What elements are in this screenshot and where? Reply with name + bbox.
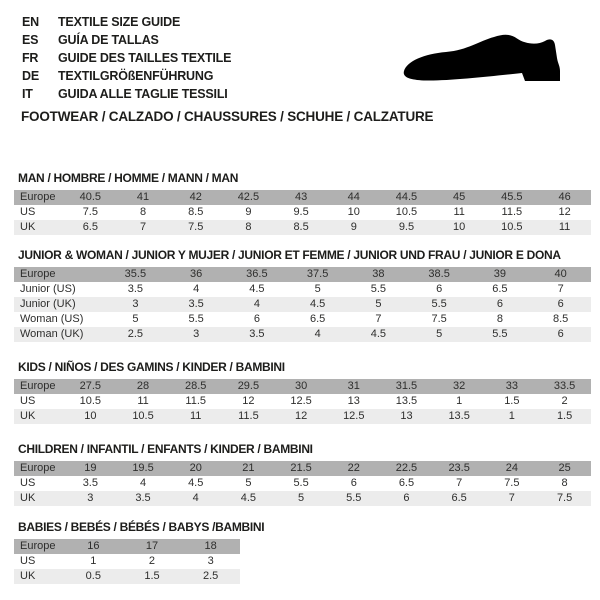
size-value: 7.5 <box>169 220 222 235</box>
size-section-junior-woman <box>14 248 591 342</box>
section-title: CHILDREN / INFANTIL / ENFANTS / KINDER / BAMBINI <box>18 442 313 456</box>
size-table-babies <box>14 539 240 584</box>
size-value: 1 <box>433 394 486 409</box>
size-value: 6.5 <box>64 220 117 235</box>
size-value: 3.5 <box>64 476 117 491</box>
size-value: 33 <box>486 379 539 394</box>
size-value: 10 <box>327 205 380 220</box>
size-value: 33.5 <box>538 379 591 394</box>
size-value: 20 <box>169 461 222 476</box>
table-row <box>14 461 591 476</box>
size-value: 10.5 <box>380 205 433 220</box>
language-label: GUIDA ALLE TAGLIE TESSILI <box>58 87 228 101</box>
size-value: 4.5 <box>227 282 288 297</box>
row-label: US <box>14 394 64 409</box>
size-value: 23.5 <box>433 461 486 476</box>
size-value: 22 <box>327 461 380 476</box>
dress-shoe-icon <box>394 28 574 96</box>
size-value: 22.5 <box>380 461 433 476</box>
language-row <box>22 31 231 49</box>
size-value: 5.5 <box>275 476 328 491</box>
size-value: 10.5 <box>117 409 170 424</box>
size-table-children <box>14 461 591 506</box>
size-value: 4 <box>287 327 348 342</box>
size-value: 39 <box>470 267 531 282</box>
size-value: 2.5 <box>181 569 240 584</box>
language-code: EN <box>22 15 39 29</box>
size-value: 11.5 <box>486 205 539 220</box>
section-title: KIDS / NIÑOS / DES GAMINS / KINDER / BAMBINI <box>18 360 285 374</box>
table-row <box>14 539 240 554</box>
size-value: 5.5 <box>166 312 227 327</box>
size-value: 12 <box>222 394 275 409</box>
size-value: 6 <box>409 282 470 297</box>
size-value: 37.5 <box>287 267 348 282</box>
language-code: IT <box>22 87 33 101</box>
row-label: UK <box>14 409 64 424</box>
language-row <box>22 13 231 31</box>
size-value: 3 <box>105 297 166 312</box>
size-value: 3 <box>181 554 240 569</box>
language-label: GUÍA DE TALLAS <box>58 33 159 47</box>
size-value: 5.5 <box>409 297 470 312</box>
size-value: 5.5 <box>470 327 531 342</box>
size-value: 44 <box>327 190 380 205</box>
size-value: 9 <box>222 205 275 220</box>
size-value: 43 <box>275 190 328 205</box>
size-value: 21 <box>222 461 275 476</box>
row-label: Woman (UK) <box>14 327 105 342</box>
size-value: 40 <box>530 267 591 282</box>
row-label: UK <box>14 491 64 506</box>
size-value: 7 <box>530 282 591 297</box>
size-value: 18 <box>181 539 240 554</box>
size-value: 31 <box>327 379 380 394</box>
size-value: 0.5 <box>64 569 123 584</box>
language-code: DE <box>22 69 39 83</box>
language-row <box>22 49 231 67</box>
size-value: 44.5 <box>380 190 433 205</box>
size-value: 8 <box>538 476 591 491</box>
size-value: 35.5 <box>105 267 166 282</box>
table-row <box>14 190 591 205</box>
size-value: 7 <box>117 220 170 235</box>
table-row <box>14 379 591 394</box>
size-value: 16 <box>64 539 123 554</box>
size-value: 1.5 <box>123 569 182 584</box>
size-value: 4.5 <box>348 327 409 342</box>
size-value: 36.5 <box>227 267 288 282</box>
size-value: 13 <box>327 394 380 409</box>
size-value: 1 <box>64 554 123 569</box>
size-value: 10.5 <box>486 220 539 235</box>
size-value: 4 <box>166 282 227 297</box>
size-value: 10 <box>64 409 117 424</box>
size-value: 7.5 <box>64 205 117 220</box>
size-value: 7 <box>348 312 409 327</box>
size-value: 12.5 <box>327 409 380 424</box>
size-value: 6.5 <box>470 282 531 297</box>
size-value: 5 <box>409 327 470 342</box>
size-value: 12.5 <box>275 394 328 409</box>
size-value: 28.5 <box>169 379 222 394</box>
table-row <box>14 491 591 506</box>
size-table-man <box>14 190 591 235</box>
size-value: 1.5 <box>486 394 539 409</box>
size-value: 10 <box>433 220 486 235</box>
size-tables <box>14 166 591 584</box>
size-value: 6 <box>530 297 591 312</box>
row-label: US <box>14 554 64 569</box>
size-section-babies <box>14 520 591 584</box>
size-value: 2.5 <box>105 327 166 342</box>
table-row <box>14 394 591 409</box>
size-value: 40.5 <box>64 190 117 205</box>
size-value: 31.5 <box>380 379 433 394</box>
size-value: 7.5 <box>538 491 591 506</box>
table-row <box>14 312 591 327</box>
size-value: 3.5 <box>166 297 227 312</box>
row-label: US <box>14 205 64 220</box>
row-label: Europe <box>14 190 64 205</box>
row-label: Junior (US) <box>14 282 105 297</box>
table-row <box>14 476 591 491</box>
size-value: 3.5 <box>105 282 166 297</box>
size-value: 4 <box>117 476 170 491</box>
row-label: Europe <box>14 379 64 394</box>
table-row <box>14 205 591 220</box>
size-value: 6 <box>327 476 380 491</box>
row-label: UK <box>14 569 64 584</box>
size-value: 8 <box>222 220 275 235</box>
size-value: 5 <box>275 491 328 506</box>
size-value: 1.5 <box>538 409 591 424</box>
size-value: 6.5 <box>433 491 486 506</box>
size-value: 38.5 <box>409 267 470 282</box>
size-section-kids <box>14 360 591 424</box>
size-value: 17 <box>123 539 182 554</box>
size-value: 9 <box>327 220 380 235</box>
table-row <box>14 327 591 342</box>
size-value: 6.5 <box>287 312 348 327</box>
size-value: 41 <box>117 190 170 205</box>
row-label: US <box>14 476 64 491</box>
table-row <box>14 267 591 282</box>
table-row <box>14 297 591 312</box>
section-title: BABIES / BEBÉS / BÉBÉS / BABYS /BAMBINI <box>18 520 265 534</box>
size-value: 3.5 <box>117 491 170 506</box>
size-value: 5.5 <box>348 282 409 297</box>
size-value: 7 <box>433 476 486 491</box>
size-value: 6 <box>227 312 288 327</box>
size-value: 5 <box>287 282 348 297</box>
size-value: 7.5 <box>409 312 470 327</box>
size-value: 45 <box>433 190 486 205</box>
size-value: 5 <box>222 476 275 491</box>
size-section-children <box>14 442 591 506</box>
language-list <box>22 13 231 103</box>
language-code: FR <box>22 51 39 65</box>
size-value: 8.5 <box>530 312 591 327</box>
size-value: 6 <box>530 327 591 342</box>
size-value: 30 <box>275 379 328 394</box>
size-section-man <box>14 171 591 235</box>
size-value: 1 <box>486 409 539 424</box>
size-value: 8 <box>117 205 170 220</box>
language-label: TEXTILGRÖßENFÜHRUNG <box>58 69 214 83</box>
category-title: FOOTWEAR / CALZADO / CHAUSSURES / SCHUHE / CALZATURE <box>21 109 434 124</box>
size-value: 11.5 <box>169 394 222 409</box>
size-value: 11 <box>169 409 222 424</box>
size-value: 9.5 <box>380 220 433 235</box>
table-row <box>14 554 240 569</box>
size-value: 8.5 <box>169 205 222 220</box>
size-value: 4 <box>227 297 288 312</box>
size-value: 19.5 <box>117 461 170 476</box>
table-row <box>14 282 591 297</box>
size-value: 2 <box>123 554 182 569</box>
language-row <box>22 67 231 85</box>
size-value: 13 <box>380 409 433 424</box>
size-value: 11 <box>433 205 486 220</box>
size-value: 8.5 <box>275 220 328 235</box>
size-value: 11 <box>117 394 170 409</box>
row-label: Europe <box>14 539 64 554</box>
language-label: GUIDE DES TAILLES TEXTILE <box>58 51 232 65</box>
section-title: JUNIOR & WOMAN / JUNIOR Y MUJER / JUNIOR ET FEMME / JUNIOR UND FRAU / JUNIOR E DONA <box>18 248 561 262</box>
size-value: 12 <box>538 205 591 220</box>
size-value: 19 <box>64 461 117 476</box>
table-row <box>14 569 240 584</box>
size-value: 5 <box>105 312 166 327</box>
size-value: 6 <box>470 297 531 312</box>
language-row <box>22 85 231 103</box>
size-value: 4.5 <box>222 491 275 506</box>
size-value: 25 <box>538 461 591 476</box>
size-value: 9.5 <box>275 205 328 220</box>
size-value: 12 <box>275 409 328 424</box>
row-label: Woman (US) <box>14 312 105 327</box>
language-code: ES <box>22 33 39 47</box>
size-value: 13.5 <box>380 394 433 409</box>
size-value: 36 <box>166 267 227 282</box>
size-value: 28 <box>117 379 170 394</box>
size-value: 6 <box>380 491 433 506</box>
size-value: 7.5 <box>486 476 539 491</box>
size-value: 46 <box>538 190 591 205</box>
size-value: 42.5 <box>222 190 275 205</box>
size-value: 21.5 <box>275 461 328 476</box>
size-value: 3.5 <box>227 327 288 342</box>
size-value: 4.5 <box>287 297 348 312</box>
size-value: 24 <box>486 461 539 476</box>
size-value: 4.5 <box>169 476 222 491</box>
size-value: 11.5 <box>222 409 275 424</box>
size-value: 27.5 <box>64 379 117 394</box>
size-value: 3 <box>64 491 117 506</box>
size-value: 45.5 <box>486 190 539 205</box>
size-value: 3 <box>166 327 227 342</box>
row-label: Europe <box>14 267 105 282</box>
size-value: 29.5 <box>222 379 275 394</box>
language-label: TEXTILE SIZE GUIDE <box>58 15 181 29</box>
size-value: 38 <box>348 267 409 282</box>
table-row <box>14 409 591 424</box>
size-value: 4 <box>169 491 222 506</box>
size-value: 7 <box>486 491 539 506</box>
size-value: 5 <box>348 297 409 312</box>
size-value: 42 <box>169 190 222 205</box>
size-value: 6.5 <box>380 476 433 491</box>
size-value: 32 <box>433 379 486 394</box>
size-table-junior-woman <box>14 267 591 342</box>
section-title: MAN / HOMBRE / HOMME / MANN / MAN <box>18 171 239 185</box>
table-row <box>14 220 591 235</box>
row-label: Junior (UK) <box>14 297 105 312</box>
size-value: 11 <box>538 220 591 235</box>
row-label: Europe <box>14 461 64 476</box>
size-value: 8 <box>470 312 531 327</box>
size-value: 10.5 <box>64 394 117 409</box>
size-value: 13.5 <box>433 409 486 424</box>
size-table-kids <box>14 379 591 424</box>
size-value: 2 <box>538 394 591 409</box>
size-value: 5.5 <box>327 491 380 506</box>
row-label: UK <box>14 220 64 235</box>
